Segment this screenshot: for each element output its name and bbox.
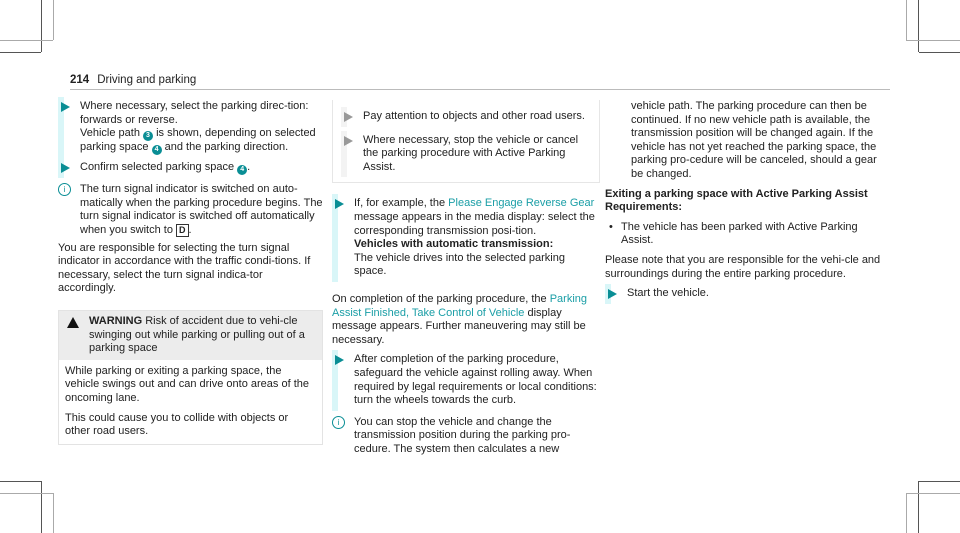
step-engage-gear: If, for example, the Please Engage Reverse Gear message appears in the media display: select the corresponding transmission posi-tion. Vehicles with automatic transmission: The vehicle drives into the selected parking space. bbox=[332, 197, 600, 279]
info-icon: i bbox=[332, 416, 345, 429]
section-heading: Exiting a parking space with Active Parking Assist bbox=[605, 187, 868, 200]
callout-3-icon: 3 bbox=[143, 131, 153, 141]
paragraph: Please note that you are responsible for the vehi-cle and surroundings during the entire parking procedure. bbox=[605, 253, 881, 280]
callout-4-icon: 4 bbox=[152, 145, 162, 155]
step-confirm-space: Confirm selected parking space 4 . bbox=[58, 161, 323, 175]
column-3 bbox=[605, 100, 885, 307]
column-1 bbox=[58, 100, 323, 445]
info-icon: i bbox=[58, 183, 71, 196]
paragraph: You are responsible for selecting the turn signal indicator in accordance with the traffic condi-tions. If necessary, select the turn signal indica-tor accordingly. bbox=[58, 241, 311, 295]
step-arrow-icon bbox=[335, 355, 344, 365]
step-arrow-icon bbox=[344, 136, 353, 146]
info-note: i The turn signal indicator is switched on auto-matically when the parking procedure begins. The turn signal indicator is switched off automatically when you switch to D . bbox=[58, 183, 323, 237]
drive-key-icon: D bbox=[176, 224, 189, 237]
step-start-vehicle: Start the vehicle. bbox=[605, 287, 885, 301]
display-message: Please Engage Reverse Gear bbox=[448, 197, 595, 210]
display-message: Parking Assist Finished, Take Control of Vehicle bbox=[332, 292, 587, 319]
info-note-continued: vehicle path. The parking procedure can then be continued. If no new vehicle path is available, the transmission position will be changed again. If the vehicle has not yet reached the parking space, the parking pro-cedure will be canceled, should a gear be changed. bbox=[631, 100, 877, 180]
step-safeguard: After completion of the parking procedure, safeguard the vehicle against rolling away. When required by legal requirements or local conditions: turn the wheels towards the curb. bbox=[332, 353, 600, 407]
step-arrow-icon bbox=[335, 199, 344, 209]
column-2 bbox=[332, 100, 600, 460]
step-arrow-icon bbox=[608, 289, 617, 299]
section-title: Driving and parking bbox=[97, 74, 197, 86]
paragraph: On completion of the parking procedure, the Parking Assist Finished, Take Control of Vehicle display message appears. Further maneuvering may still be necessary. bbox=[332, 292, 587, 346]
warning-icon bbox=[67, 317, 79, 328]
step-arrow-icon bbox=[344, 112, 353, 122]
page-header bbox=[70, 74, 890, 90]
page-number: 214 bbox=[70, 74, 90, 86]
step-arrow-icon bbox=[61, 102, 70, 112]
info-note: i You can stop the vehicle and change the transmission position during the parking pro-cedure. The system then calculates a new bbox=[332, 416, 600, 457]
requirement-item: • The vehicle has been parked with Active Parking Assist. bbox=[605, 221, 885, 248]
step-select-direction: Where necessary, select the parking direc-tion: forwards or reverse. Vehicle path 3 is shown, depending on selected parking space 4 and the parking direction. bbox=[58, 100, 323, 155]
warning-box: WARNING Risk of accident due to vehi-cle swinging out while parking or pulling out of a parking space While parking or exiting a parking space, the vehicle swings out and can drive onto areas of the oncoming lane. This could cause you to collide with objects or other road users. bbox=[58, 310, 323, 445]
step-arrow-icon bbox=[61, 163, 70, 173]
warning-box-continued: Pay attention to objects and other road users. Where necessary, stop the vehicle or cancel the parking procedure with Active Parking Assist. bbox=[332, 100, 600, 183]
requirements-label: Requirements: bbox=[605, 201, 683, 214]
callout-4-icon: 4 bbox=[237, 165, 247, 175]
